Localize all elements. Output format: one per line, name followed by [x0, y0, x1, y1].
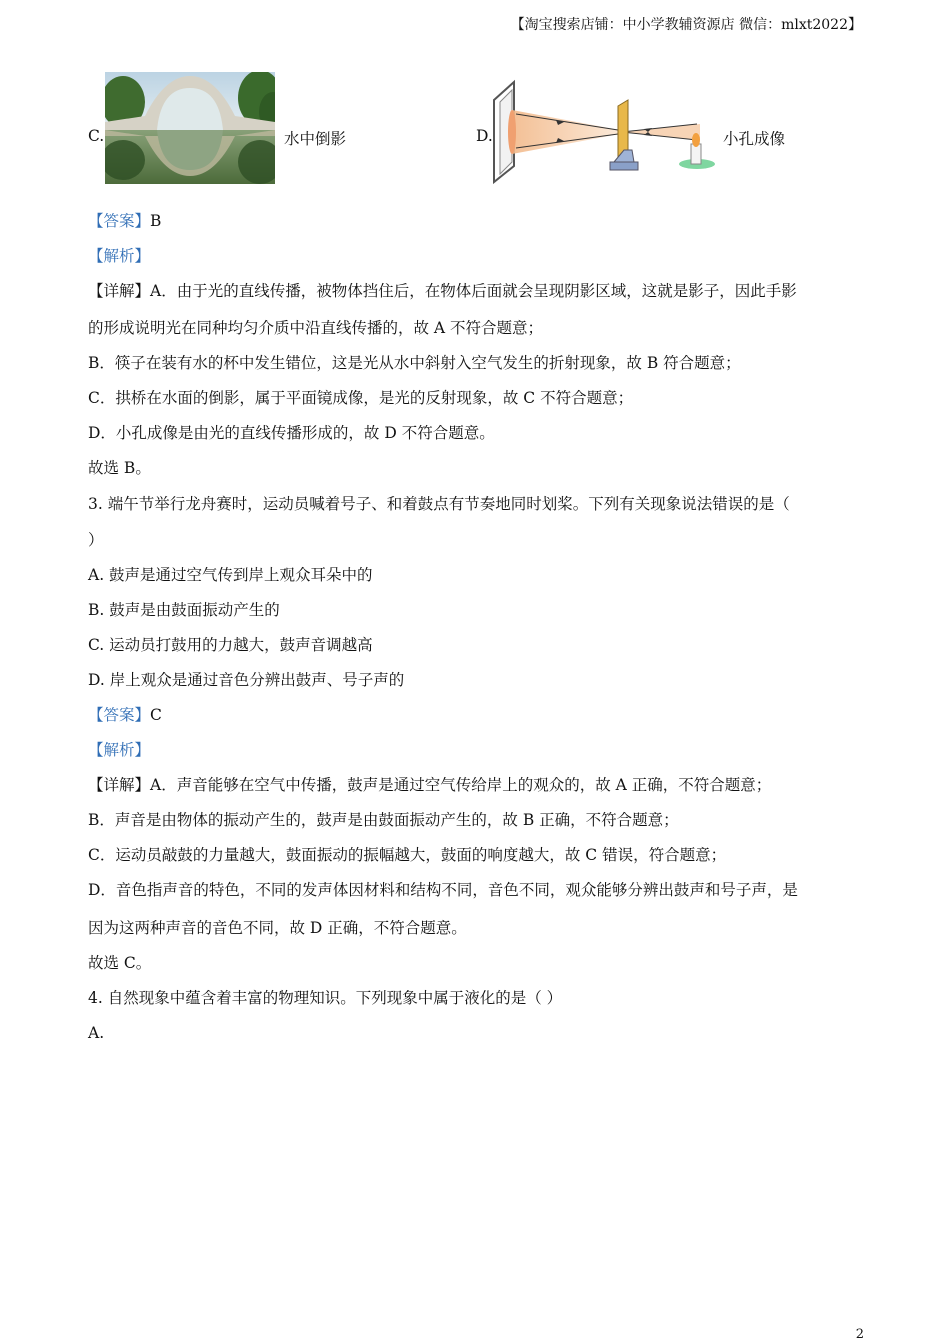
q3-detail-tag: 【详解】: [88, 776, 151, 794]
page-header: 【淘宝搜索店铺：中小学教辅资源店 微信：mlxt2022】: [510, 17, 862, 33]
q2-detail-tag: 【详解】: [88, 282, 151, 300]
q3-detail-line-4: D．音色指声音的特色，不同的发声体因材料和结构不同，音色不同，观众能够分辨出鼓声和号子声，是: [88, 881, 798, 899]
q2-detail-line-4: C．拱桥在水面的倒影，属于平面镜成像，是光的反射现象，故 C 不符合题意；: [88, 389, 634, 407]
option-c-caption: 水中倒影: [284, 130, 347, 148]
q3-option-b: B. 鼓声是由鼓面振动产生的: [88, 601, 280, 619]
q2-conclusion: 故选 B。: [88, 459, 151, 477]
q2-analysis-tag: 【解析】: [88, 247, 151, 265]
page-number: 2: [855, 1327, 864, 1342]
q3-stem: 3. 端午节举行龙舟赛时，运动员喊着号子、和着鼓点有节奏地同时划桨。下列有关现象说法错误的是（: [88, 495, 790, 513]
q3-answer-line: [88, 705, 162, 725]
bridge-reflection-image: [105, 72, 275, 184]
q4-stem: 4. 自然现象中蕴含着丰富的物理知识。下列现象中属于液化的是（ ）: [88, 989, 563, 1007]
option-d-label: D.: [476, 127, 493, 145]
q3-detail-text-1: A．声音能够在空气中传播，鼓声是通过空气传给岸上的观众的，故 A 正确，不符合题意；: [150, 776, 772, 794]
q2-detail-line-5: D．小孔成像是由光的直线传播形成的，故 D 不符合题意。: [88, 424, 495, 442]
pinhole-camera-diagram: [492, 78, 717, 186]
option-c-label: C.: [88, 127, 105, 145]
q3-detail-line-1: [88, 775, 771, 795]
option-d-caption: 小孔成像: [723, 130, 786, 148]
q3-answer-tag: 【答案】: [88, 706, 151, 724]
q2-detail-line-2: 的形成说明光在同种均匀介质中沿直线传播的，故 A 不符合题意；: [88, 319, 544, 337]
q3-answer: C: [150, 706, 162, 724]
q3-stem-cont: ）: [88, 531, 104, 549]
q3-analysis-tag: 【解析】: [88, 741, 151, 759]
q3-detail-line-3: C．运动员敲鼓的力量越大，鼓面振动的振幅越大，鼓面的响度越大，故 C 错误，符合题意；: [88, 846, 727, 864]
q3-detail-line-5: 因为这两种声音的音色不同，故 D 正确，不符合题意。: [88, 919, 467, 937]
q2-detail-line-1: [88, 281, 797, 301]
q2-detail-line-3: B．筷子在装有水的杯中发生错位，这是光从水中斜射入空气发生的折射现象，故 B 符合题意；: [88, 354, 741, 372]
q3-option-d: D. 岸上观众是通过音色分辨出鼓声、号子声的: [88, 671, 405, 689]
q2-answer-tag: 【答案】: [88, 212, 151, 230]
q3-option-a: A. 鼓声是通过空气传到岸上观众耳朵中的: [88, 566, 373, 584]
q2-detail-text-1: A．由于光的直线传播，被物体挡住后，在物体后面就会呈现阴影区域，这就是影子，因此手影: [150, 282, 797, 300]
q4-option-a: A.: [88, 1024, 105, 1042]
q3-conclusion: 故选 C。: [88, 954, 152, 972]
q3-detail-line-2: B．声音是由物体的振动产生的，鼓声是由鼓面振动产生的，故 B 正确，不符合题意；: [88, 811, 679, 829]
q2-answer-line: [88, 211, 161, 231]
q2-answer: B: [150, 212, 162, 230]
q3-option-c: C. 运动员打鼓用的力越大，鼓声音调越高: [88, 636, 373, 654]
